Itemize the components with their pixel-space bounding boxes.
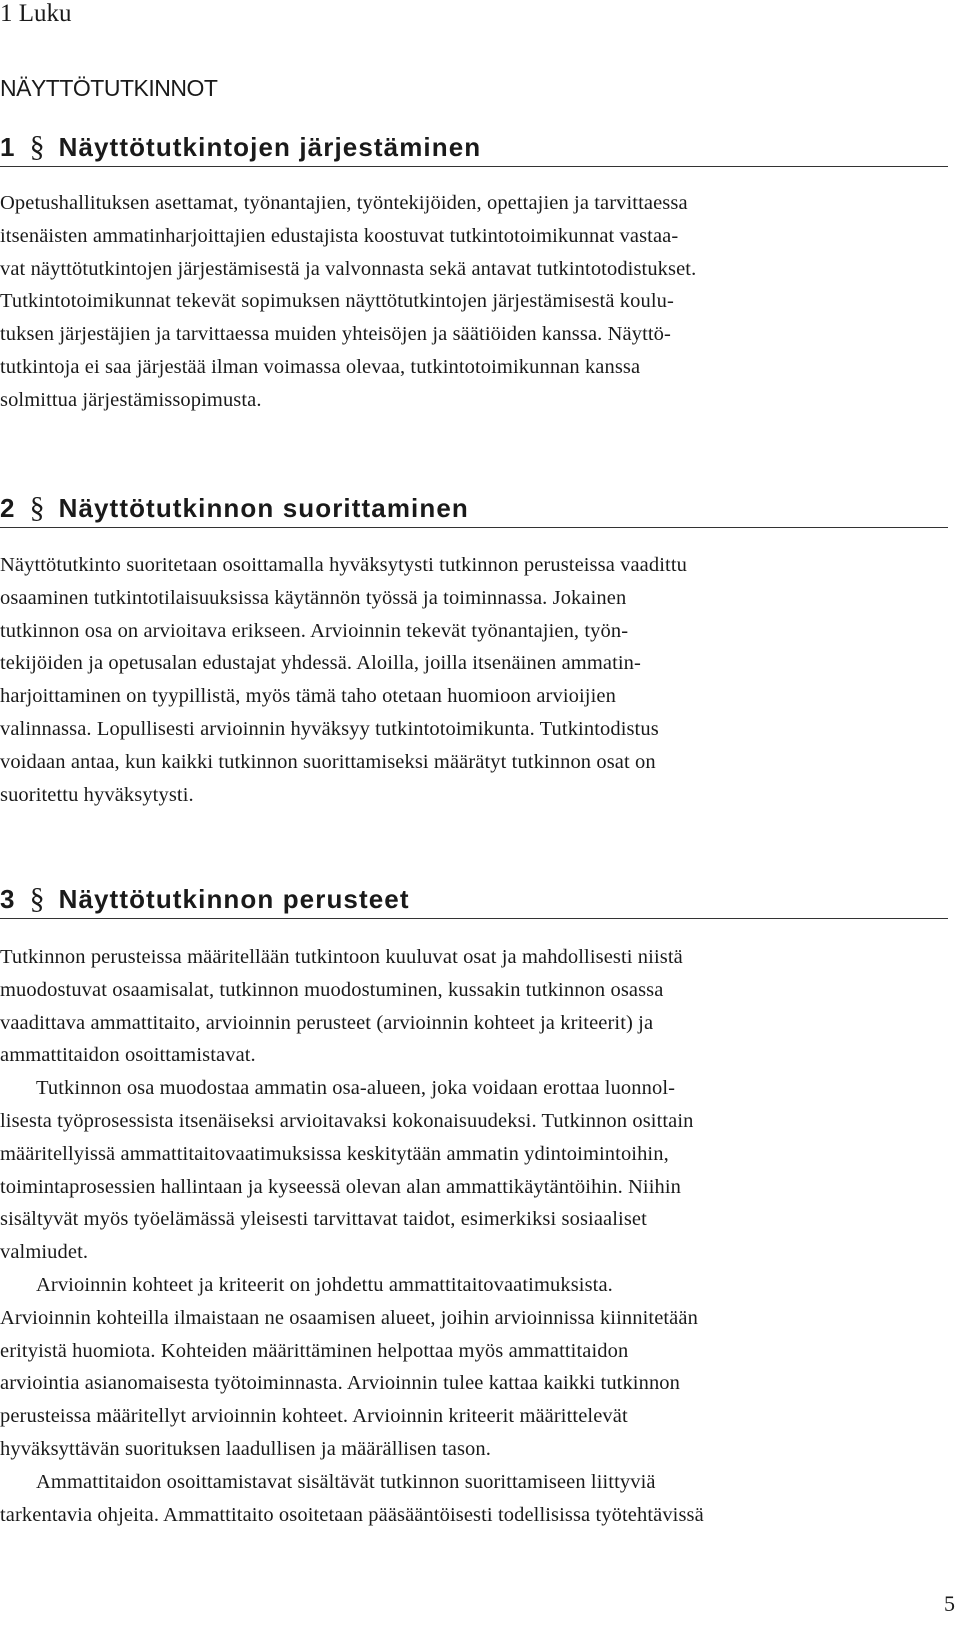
text-line: tutkintoja ei saa järjestää ilman voimassa olevaa, tutkintotoimikunnan kanssa xyxy=(0,355,641,378)
text-line: lisesta työprosessista itsenäiseksi arvioitavaksi kokonaisuudeksi. Tutkinnon osittain xyxy=(0,1109,694,1132)
section-title: Näyttötutkintojen järjestäminen xyxy=(58,132,482,162)
text-line: valinnassa. Lopullisesti arvioinnin hyväksyy tutkintotoimikunta. Tutkintodistus xyxy=(0,717,659,740)
text-line: perusteissa määritellyt arvioinnin kohteet. Arvioinnin kriteerit määrittelevät xyxy=(0,1405,628,1428)
section-title: Näyttötutkinnon perusteet xyxy=(58,884,410,914)
section-sign-icon: § xyxy=(29,491,45,524)
page-title: NÄYTTÖTUTKINNOT xyxy=(0,75,218,101)
text-line: tarkentavia ohjeita. Ammattitaito osoitetaan pääsääntöisesti todellisissa työtehtävissä xyxy=(0,1503,704,1526)
text-line: Arvioinnin kohteilla ilmaistaan ne osaamisen alueet, joihin arvioinnissa kiinnitetään xyxy=(0,1306,698,1329)
text-line: Tutkinnon perusteissa määritellään tutkintoon kuuluvat osat ja mahdollisesti niistä xyxy=(0,946,683,968)
section-title: Näyttötutkinnon suorittaminen xyxy=(58,493,469,523)
text-line: tutkinnon osa on arvioitava erikseen. Arvioinnin tekevät työnantajien, työn- xyxy=(0,619,629,642)
text-line: erityistä huomiota. Kohteiden määrittäminen helpottaa myös ammattitaidon xyxy=(0,1339,629,1362)
section-2-paragraph xyxy=(0,549,948,811)
text-line: vaadittava ammattitaito, arvioinnin perusteet (arvioinnin kohteet ja kriteerit) ja xyxy=(0,1011,654,1034)
section-heading-2 xyxy=(0,491,948,528)
text-line: sisältyvät myös työelämässä yleisesti tarvittavat taidot, esimerkiksi sosiaaliset xyxy=(0,1208,647,1231)
text-line: Tutkinnon osa muodostaa ammatin osa-alueen, joka voidaan erottaa luonnol- xyxy=(36,1077,676,1100)
text-line: Ammattitaidon osoittamistavat sisältävät tutkinnon suorittamiseen liittyviä xyxy=(36,1470,656,1493)
page-number: 5 xyxy=(944,1591,955,1616)
text-line: Arvioinnin kohteet ja kriteerit on johdettu ammattitaitovaatimuksista. xyxy=(36,1273,613,1296)
section-3-paragraphs xyxy=(0,941,948,1531)
text-line: hyväksyttävän suorituksen laadullisen ja määrällisen tason. xyxy=(0,1437,491,1460)
text-line: tuksen järjestäjien ja tarvittaessa muiden yhteisöjen ja säätiöiden kanssa. Näyttö- xyxy=(0,323,671,346)
section-sign-icon: § xyxy=(29,130,45,163)
text-line: muodostuvat osaamisalat, tutkinnon muodostuminen, kussakin tutkinnon osassa xyxy=(0,978,664,1001)
text-line: harjoittaminen on tyypillistä, myös tämä taho otetaan huomioon arvioijien xyxy=(0,685,616,708)
text-line: Opetushallituksen asettamat, työnantajien, työntekijöiden, opettajien ja tarvittaessa xyxy=(0,192,688,214)
section-sign-icon: § xyxy=(29,882,45,915)
text-line: itsenäisten ammatinharjoittajien edustajista koostuvat tutkintotoimikunnat vastaa- xyxy=(0,224,679,247)
section-heading-3 xyxy=(0,882,948,919)
text-line: suoritettu hyväksytysti. xyxy=(0,783,194,806)
text-line: voidaan antaa, kun kaikki tutkinnon suorittamiseksi määrätyt tutkinnon osat on xyxy=(0,750,656,773)
section-number: 2 xyxy=(0,493,16,523)
text-line: osaaminen tutkintotilaisuuksissa käytännön työssä ja toiminnassa. Jokainen xyxy=(0,586,627,609)
text-line: Näyttötutkinto suoritetaan osoittamalla hyväksytysti tutkinnon perusteissa vaadittu xyxy=(0,554,687,576)
text-line: vat näyttötutkintojen järjestämisestä ja valvonnasta sekä antavat tutkintotodistukset. xyxy=(0,257,697,280)
text-line: Tutkintotoimikunnat tekevät sopimuksen näyttötutkintojen järjestämisestä koulu- xyxy=(0,290,674,313)
text-line: solmittua järjestämissopimusta. xyxy=(0,388,262,411)
text-line: arviointia asianomaisesta työtoiminnasta. Arvioinnin tulee kattaa kaikki tutkinnon xyxy=(0,1372,681,1395)
text-line: ammattitaidon osoittamistavat. xyxy=(0,1044,256,1067)
section-number: 3 xyxy=(0,884,16,914)
text-line: määritellyissä ammattitaitovaatimuksissa keskitytään ammatin ydintoimintoihin, xyxy=(0,1142,669,1165)
section-heading-1 xyxy=(0,130,948,167)
text-line: valmiudet. xyxy=(0,1241,89,1264)
section-number: 1 xyxy=(0,132,16,162)
text-line: toimintaprosessien hallintaan ja kyseessä olevan alan ammattikäytäntöihin. Niihin xyxy=(0,1175,682,1198)
text-line: tekijöiden ja opetusalan edustajat yhdessä. Aloilla, joilla itsenäinen ammatin- xyxy=(0,652,641,675)
chapter-label: 1 Luku xyxy=(0,0,72,27)
section-1-paragraph xyxy=(0,187,948,417)
